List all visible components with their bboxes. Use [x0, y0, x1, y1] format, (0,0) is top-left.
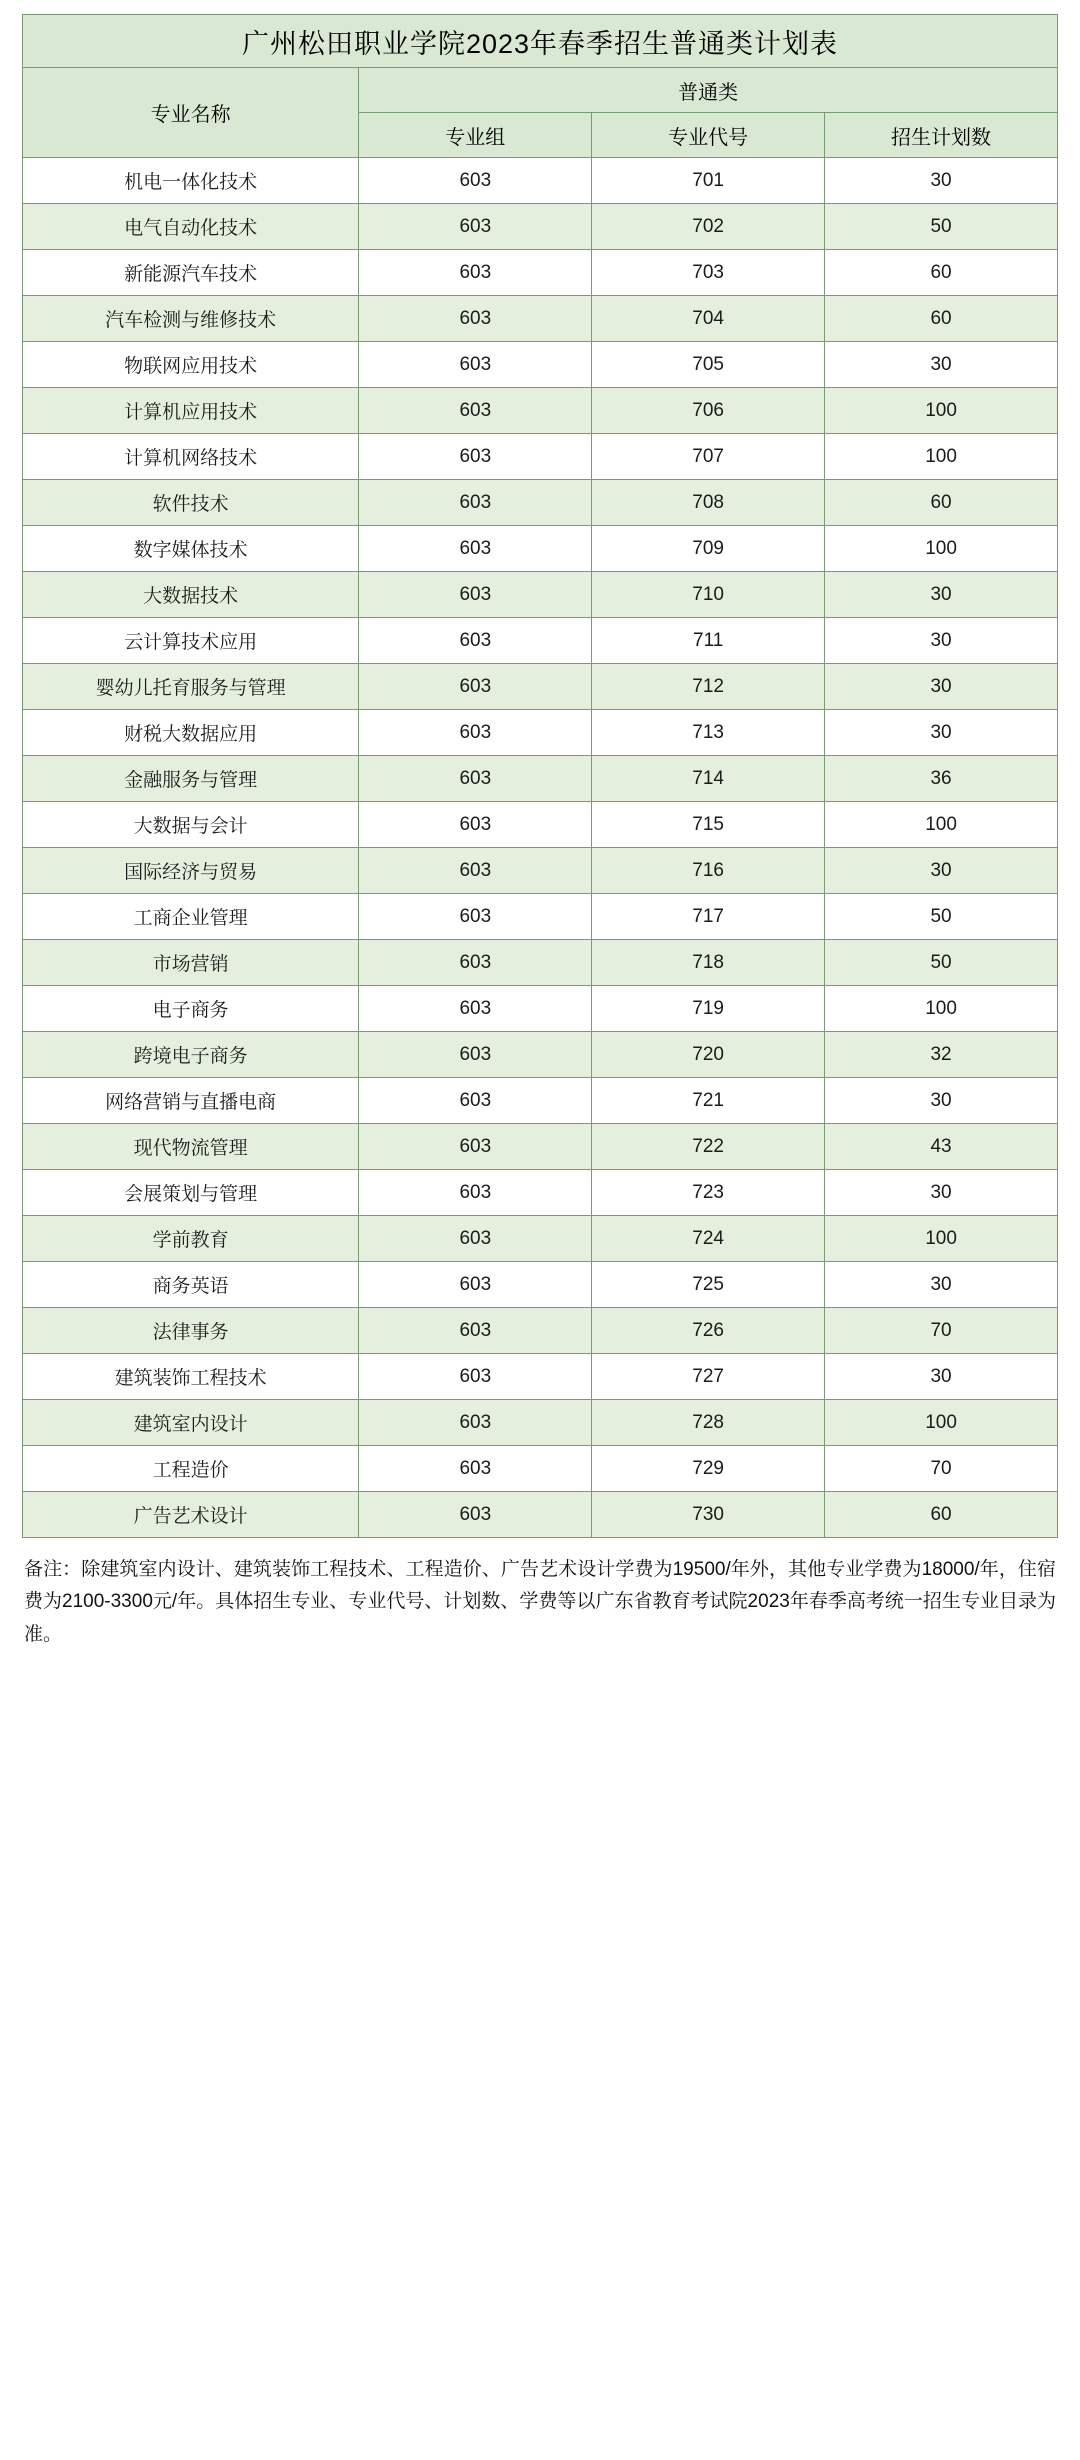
column-header-enroll-plan: 招生计划数: [825, 113, 1058, 158]
table-row: [23, 434, 1058, 480]
cell-major-name: 建筑室内设计: [23, 1400, 359, 1446]
cell-major-group: 603: [359, 1400, 592, 1446]
cell-major-code: 719: [592, 986, 825, 1032]
column-header-category: 普通类: [359, 68, 1058, 113]
cell-major-code: 723: [592, 1170, 825, 1216]
table-row: [23, 296, 1058, 342]
table-row: [23, 388, 1058, 434]
cell-major-code: 720: [592, 1032, 825, 1078]
cell-enroll-plan: 32: [825, 1032, 1058, 1078]
cell-major-code: 713: [592, 710, 825, 756]
cell-major-code: 729: [592, 1446, 825, 1492]
cell-major-group: 603: [359, 618, 592, 664]
cell-major-group: 603: [359, 1124, 592, 1170]
cell-major-name: 金融服务与管理: [23, 756, 359, 802]
cell-major-code: 712: [592, 664, 825, 710]
cell-enroll-plan: 43: [825, 1124, 1058, 1170]
cell-major-name: 建筑装饰工程技术: [23, 1354, 359, 1400]
cell-major-code: 714: [592, 756, 825, 802]
cell-major-name: 电气自动化技术: [23, 204, 359, 250]
cell-major-group: 603: [359, 1308, 592, 1354]
header-row-1: [23, 68, 1058, 113]
table-row: [23, 1400, 1058, 1446]
table-row: [23, 1308, 1058, 1354]
column-header-major-code: 专业代号: [592, 113, 825, 158]
cell-major-code: 706: [592, 388, 825, 434]
cell-enroll-plan: 60: [825, 296, 1058, 342]
table-row: [23, 1492, 1058, 1538]
cell-major-name: 汽车检测与维修技术: [23, 296, 359, 342]
cell-major-name: 计算机应用技术: [23, 388, 359, 434]
cell-enroll-plan: 30: [825, 342, 1058, 388]
cell-major-code: 721: [592, 1078, 825, 1124]
table-row: [23, 1216, 1058, 1262]
cell-major-group: 603: [359, 480, 592, 526]
cell-major-code: 710: [592, 572, 825, 618]
cell-major-group: 603: [359, 158, 592, 204]
table-row: [23, 802, 1058, 848]
table-row: [23, 480, 1058, 526]
cell-enroll-plan: 100: [825, 434, 1058, 480]
table-row: [23, 618, 1058, 664]
cell-major-name: 市场营销: [23, 940, 359, 986]
cell-enroll-plan: 30: [825, 618, 1058, 664]
table-row: [23, 1446, 1058, 1492]
cell-enroll-plan: 30: [825, 710, 1058, 756]
cell-major-name: 法律事务: [23, 1308, 359, 1354]
cell-enroll-plan: 30: [825, 572, 1058, 618]
cell-major-group: 603: [359, 710, 592, 756]
cell-major-name: 数字媒体技术: [23, 526, 359, 572]
cell-enroll-plan: 30: [825, 1262, 1058, 1308]
table-row: [23, 342, 1058, 388]
cell-major-name: 商务英语: [23, 1262, 359, 1308]
cell-major-code: 716: [592, 848, 825, 894]
cell-major-name: 跨境电子商务: [23, 1032, 359, 1078]
cell-major-code: 708: [592, 480, 825, 526]
cell-major-code: 718: [592, 940, 825, 986]
cell-major-code: 701: [592, 158, 825, 204]
cell-enroll-plan: 70: [825, 1446, 1058, 1492]
table-row: [23, 158, 1058, 204]
cell-major-group: 603: [359, 388, 592, 434]
table-row: [23, 848, 1058, 894]
cell-major-group: 603: [359, 756, 592, 802]
cell-major-group: 603: [359, 1354, 592, 1400]
cell-enroll-plan: 30: [825, 158, 1058, 204]
cell-major-name: 物联网应用技术: [23, 342, 359, 388]
cell-major-group: 603: [359, 1446, 592, 1492]
cell-major-code: 715: [592, 802, 825, 848]
cell-major-code: 725: [592, 1262, 825, 1308]
cell-major-code: 722: [592, 1124, 825, 1170]
table-row: [23, 572, 1058, 618]
cell-major-group: 603: [359, 296, 592, 342]
cell-major-code: 702: [592, 204, 825, 250]
cell-major-name: 广告艺术设计: [23, 1492, 359, 1538]
cell-major-group: 603: [359, 940, 592, 986]
cell-major-name: 婴幼儿托育服务与管理: [23, 664, 359, 710]
cell-major-code: 726: [592, 1308, 825, 1354]
cell-enroll-plan: 50: [825, 204, 1058, 250]
table-row: [23, 940, 1058, 986]
table-row: [23, 250, 1058, 296]
cell-enroll-plan: 30: [825, 848, 1058, 894]
cell-major-code: 709: [592, 526, 825, 572]
cell-major-name: 新能源汽车技术: [23, 250, 359, 296]
cell-major-group: 603: [359, 664, 592, 710]
cell-major-code: 730: [592, 1492, 825, 1538]
cell-enroll-plan: 30: [825, 1354, 1058, 1400]
cell-major-code: 704: [592, 296, 825, 342]
cell-enroll-plan: 100: [825, 388, 1058, 434]
cell-enroll-plan: 100: [825, 802, 1058, 848]
cell-major-group: 603: [359, 204, 592, 250]
cell-enroll-plan: 50: [825, 894, 1058, 940]
cell-major-code: 705: [592, 342, 825, 388]
cell-major-group: 603: [359, 1032, 592, 1078]
cell-major-name: 机电一体化技术: [23, 158, 359, 204]
cell-enroll-plan: 30: [825, 1078, 1058, 1124]
cell-enroll-plan: 100: [825, 1216, 1058, 1262]
cell-major-name: 学前教育: [23, 1216, 359, 1262]
cell-major-name: 云计算技术应用: [23, 618, 359, 664]
cell-major-name: 网络营销与直播电商: [23, 1078, 359, 1124]
cell-major-name: 国际经济与贸易: [23, 848, 359, 894]
cell-major-code: 728: [592, 1400, 825, 1446]
cell-major-group: 603: [359, 434, 592, 480]
table-body: [23, 158, 1058, 1538]
table-row: [23, 1262, 1058, 1308]
cell-major-name: 会展策划与管理: [23, 1170, 359, 1216]
cell-major-group: 603: [359, 526, 592, 572]
cell-enroll-plan: 100: [825, 986, 1058, 1032]
cell-enroll-plan: 100: [825, 1400, 1058, 1446]
table-row: [23, 1078, 1058, 1124]
cell-major-group: 603: [359, 1078, 592, 1124]
cell-major-name: 工商企业管理: [23, 894, 359, 940]
cell-enroll-plan: 36: [825, 756, 1058, 802]
cell-enroll-plan: 30: [825, 1170, 1058, 1216]
cell-enroll-plan: 100: [825, 526, 1058, 572]
column-header-major-name: 专业名称: [23, 68, 359, 158]
table-row: [23, 1170, 1058, 1216]
cell-enroll-plan: 30: [825, 664, 1058, 710]
cell-major-name: 计算机网络技术: [23, 434, 359, 480]
table-row: [23, 204, 1058, 250]
cell-major-group: 603: [359, 848, 592, 894]
cell-major-group: 603: [359, 1170, 592, 1216]
table-row: [23, 664, 1058, 710]
cell-major-group: 603: [359, 342, 592, 388]
admission-plan-table: [22, 14, 1058, 1538]
cell-major-group: 603: [359, 1492, 592, 1538]
cell-enroll-plan: 50: [825, 940, 1058, 986]
cell-major-name: 电子商务: [23, 986, 359, 1032]
table-row: [23, 1124, 1058, 1170]
table-row: [23, 756, 1058, 802]
table-row: [23, 526, 1058, 572]
cell-major-code: 711: [592, 618, 825, 664]
cell-major-name: 财税大数据应用: [23, 710, 359, 756]
cell-major-group: 603: [359, 250, 592, 296]
cell-major-group: 603: [359, 894, 592, 940]
cell-major-code: 717: [592, 894, 825, 940]
cell-major-name: 工程造价: [23, 1446, 359, 1492]
cell-major-group: 603: [359, 572, 592, 618]
cell-enroll-plan: 60: [825, 1492, 1058, 1538]
cell-major-name: 现代物流管理: [23, 1124, 359, 1170]
cell-major-code: 703: [592, 250, 825, 296]
cell-major-group: 603: [359, 802, 592, 848]
page-title: 广州松田职业学院2023年春季招生普通类计划表: [23, 15, 1058, 68]
cell-enroll-plan: 60: [825, 250, 1058, 296]
cell-major-code: 727: [592, 1354, 825, 1400]
table-note: 备注：除建筑室内设计、建筑装饰工程技术、工程造价、广告艺术设计学费为19500/年外，其他专业学费为18000/年，住宿费为2100-3300元/年。具体招生专业、专业代号、计划数、学费等以广东省教育考试院2023年春季高考统一招生专业目录为准。: [24, 1559, 1056, 1645]
cell-major-name: 大数据技术: [23, 572, 359, 618]
table-row: [23, 1032, 1058, 1078]
cell-major-code: 724: [592, 1216, 825, 1262]
table-row: [23, 894, 1058, 940]
cell-major-name: 软件技术: [23, 480, 359, 526]
cell-major-code: 707: [592, 434, 825, 480]
title-row: [23, 15, 1058, 68]
cell-enroll-plan: 60: [825, 480, 1058, 526]
table-row: [23, 710, 1058, 756]
table-row: [23, 986, 1058, 1032]
cell-major-group: 603: [359, 1262, 592, 1308]
cell-major-name: 大数据与会计: [23, 802, 359, 848]
cell-major-group: 603: [359, 1216, 592, 1262]
table-row: [23, 1354, 1058, 1400]
column-header-major-group: 专业组: [359, 113, 592, 158]
table-header: [23, 15, 1058, 158]
cell-major-group: 603: [359, 986, 592, 1032]
cell-enroll-plan: 70: [825, 1308, 1058, 1354]
